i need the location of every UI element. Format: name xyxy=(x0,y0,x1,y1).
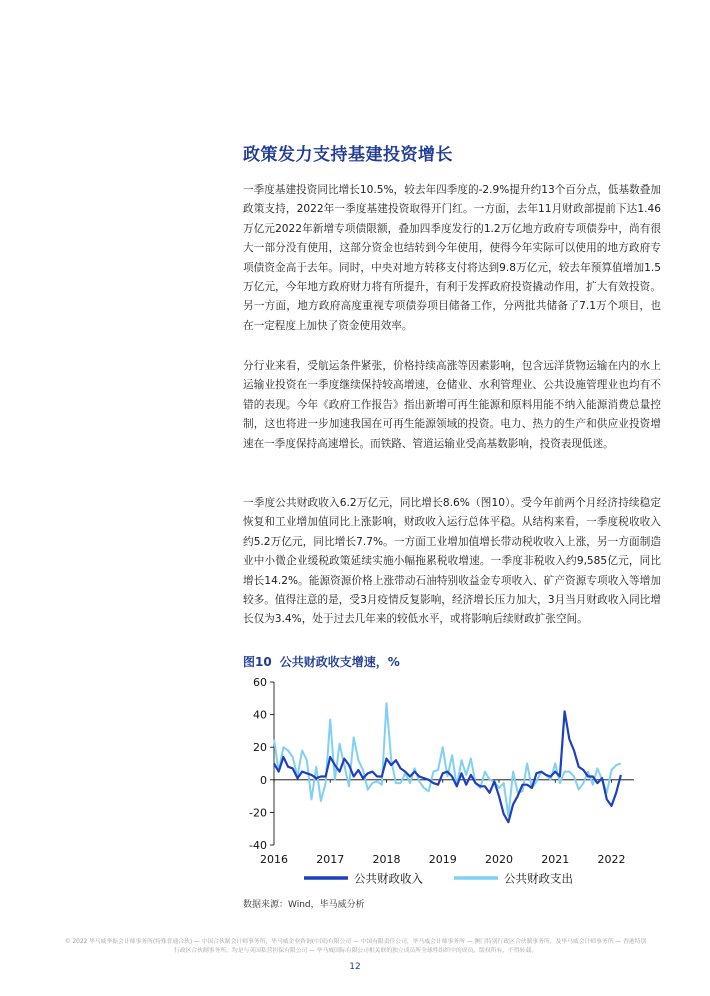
chart-axes xyxy=(249,676,634,866)
figure-caption xyxy=(243,653,408,670)
x-tick-label: 2019 xyxy=(428,853,457,866)
copyright-footer: © 2022 毕马威华振会计师事务所(特殊普通合伙) — 中国合伙制会计师事务所，毕马威企业咨询(中国)有限公司 — 中国有限责任公司，毕马威会计师事务所 — 澳门特别行政区合伙制事务所，及毕马威会计师事务所 — 香港特别行政区合伙制事务所，均是与英国私营担保有限公司 — 毕马威国际有限公司相关联的独立成员所全球性组织中的成员。版权所有，不得转载。 xyxy=(64,939,647,954)
x-tick-label: 2020 xyxy=(485,853,513,866)
x-tick-label: 2021 xyxy=(541,853,570,866)
series-line xyxy=(274,703,621,816)
chart-legend xyxy=(304,872,573,886)
legend-label: 公共财政支出 xyxy=(504,871,573,886)
section-title: 政策发力支持基建投资增长 xyxy=(243,145,453,165)
figure-number: 图10 xyxy=(243,655,272,669)
paragraph-industry: 分行业来看，受航运条件紧张，价格持续高涨等因素影响，包含远洋货物运输在内的水上运输业投资在一季度继续保持较高增速，仓储业、水利管理业、公共设施管理业也均有不错的表现。今年《政府工作报告》指出新增可再生能源和原料用能不纳入能源消费总量控制，这也将进一步加速我国在可再生能源领域的投资。电力、热力的生产和供应业投资增速在一季度保持高速增长。而铁路、管道运输业受高基数影响，投资表现低迷。 xyxy=(243,360,661,450)
y-tick-label: 60 xyxy=(253,676,267,689)
y-tick-label: 40 xyxy=(253,708,267,722)
y-tick-label: 20 xyxy=(253,741,267,755)
y-tick-label: -40 xyxy=(249,839,267,852)
legend-label: 公共财政收入 xyxy=(354,871,423,886)
paragraph-infrastructure: 一季度基建投资同比增长10.5%，较去年四季度的-2.9%提升约13个百分点，低基数叠加政策支持，2022年一季度基建投资取得开门红。一方面，去年11月财政部提前下达1.46万亿元2022年新增专项债限额，叠加四季度发行的1.2万亿地方政府专项债券中，尚有很大一部分没有使用，这部分资金也结转到今年使用，使得今年实际可以使用的地方政府专项债资金高于去年。同时，中央对地方转移支付将达到9.8万亿元，较去年预算值增加1.5万亿元，今年地方政府财力将有所提升，有利于发挥政府投资撬动作用，扩大有效投资。另一方面，地方政府高度重视专项债券项目储备工作，分两批共储备了7.1万个项目，也在一定程度上加快了资金使用效率。 xyxy=(243,184,661,332)
data-source: 数据来源：Wind，毕马威分析 xyxy=(243,900,365,910)
y-tick-label: -20 xyxy=(249,806,267,820)
x-tick-label: 2022 xyxy=(597,853,626,866)
x-tick-label: 2017 xyxy=(316,853,345,866)
chart-series xyxy=(274,703,621,822)
y-tick-label: 0 xyxy=(260,773,267,787)
figure-title: 公共财政收支增速，% xyxy=(279,655,400,669)
page-number: 12 xyxy=(349,962,361,972)
fiscal-growth-chart xyxy=(236,670,656,892)
paragraph-fiscal-revenue: 一季度公共财政收入6.2万亿元，同比增长8.6%（图10）。受今年前两个月经济持续稳定恢复和工业增加值同比上涨影响，财政收入运行总体平稳。从结构来看，一季度税收收入约5.2万亿元，同比增长7.7%。一方面工业增加值增长带动税收收入上涨，另一方面制造业中小微企业缓税政策延续实施小幅拖累税收增速。一季度非税收入约9,585亿元，同比增长14.2%。能源资源价格上涨带动石油特别收益金专项收入、矿产资源专项收入等增加较多。值得注意的是，受3月疫情反复影响，经济增长压力加大，3月当月财政收入同比增长仅为3.4%，处于过去几年来的较低水平，或将影响后续财政扩张空间。 xyxy=(243,497,661,626)
x-tick-label: 2016 xyxy=(260,853,288,866)
x-tick-label: 2018 xyxy=(372,853,401,866)
